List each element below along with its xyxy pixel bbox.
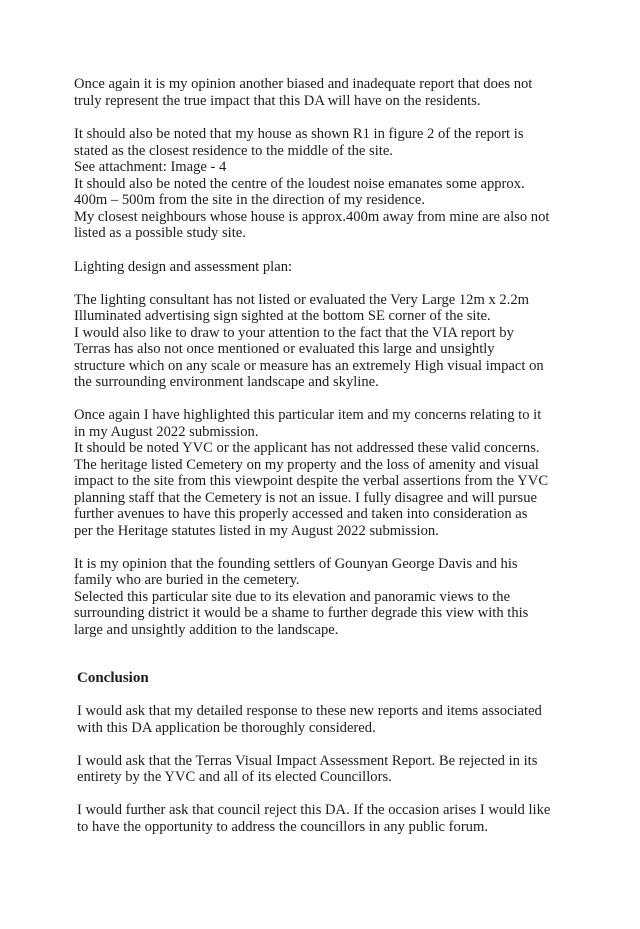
paragraph-line: Illuminated advertising sign sighted at the bottom SE corner of the site. <box>74 308 491 324</box>
section-label: Lighting design and assessment plan: <box>74 259 293 275</box>
paragraph-line: It should also be noted the centre of the loudest noise emanates some approx. <box>74 176 525 192</box>
paragraph-line: Once again I have highlighted this particular item and my concerns relating to it <box>74 407 542 423</box>
paragraph-line: Terras has also not once mentioned or evaluated this large and unsightly <box>74 341 495 357</box>
paragraph-line: It is my opinion that the founding settlers of Gounyan George Davis and his <box>74 556 518 572</box>
paragraph-line: I would also like to draw to your attention to the fact that the VIA report by <box>74 325 514 341</box>
paragraph-line: The heritage listed Cemetery on my property and the loss of amenity and visual <box>74 457 539 473</box>
conclusion-heading: Conclusion <box>77 670 149 686</box>
paragraph-line: entirety by the YVC and all of its elected Councillors. <box>77 769 392 785</box>
paragraph-line: family who are buried in the cemetery. <box>74 572 300 588</box>
paragraph-line: per the Heritage statutes listed in my August 2022 submission. <box>74 523 439 539</box>
paragraph-line: to have the opportunity to address the councillors in any public forum. <box>77 819 488 835</box>
paragraph-line: with this DA application be thoroughly considered. <box>77 720 376 736</box>
paragraph-line: surrounding district it would be a shame to further degrade this view with this <box>74 605 529 621</box>
paragraph-line: stated as the closest residence to the middle of the site. <box>74 143 393 159</box>
paragraph-line: Selected this particular site due to its elevation and panoramic views to the <box>74 589 511 605</box>
paragraph-line: in my August 2022 submission. <box>74 424 259 440</box>
paragraph-line: planning staff that the Cemetery is not an issue. I fully disagree and will pursue <box>74 490 537 506</box>
paragraph-line: further avenues to have this properly accessed and taken into consideration as <box>74 506 528 522</box>
paragraph-line: structure which on any scale or measure has an extremely High visual impact on <box>74 358 544 374</box>
paragraph-line: My closest neighbours whose house is approx.400m away from mine are also not <box>74 209 550 225</box>
paragraph-line: See attachment: Image - 4 <box>74 159 227 175</box>
paragraph-line: I would further ask that council reject this DA. If the occasion arises I would like <box>77 802 551 818</box>
paragraph-line: It should be noted YVC or the applicant has not addressed these valid concerns. <box>74 440 540 456</box>
paragraph-line: Once again it is my opinion another biased and inadequate report that does not <box>74 76 533 92</box>
paragraph-line: listed as a possible study site. <box>74 225 246 241</box>
paragraph-line: large and unsightly addition to the landscape. <box>74 622 339 638</box>
paragraph-line: The lighting consultant has not listed or evaluated the Very Large 12m x 2.2m <box>74 292 530 308</box>
paragraph-line: impact to the site from this viewpoint despite the verbal assertions from the YVC <box>74 473 549 489</box>
paragraph-line: It should also be noted that my house as shown R1 in figure 2 of the report is <box>74 126 524 142</box>
paragraph-line: truly represent the true impact that this DA will have on the residents. <box>74 93 481 109</box>
paragraph-line: 400m – 500m from the site in the direction of my residence. <box>74 192 425 208</box>
paragraph-line: I would ask that my detailed response to these new reports and items associated <box>77 703 542 719</box>
paragraph-line: the surrounding environment landscape and skyline. <box>74 374 379 390</box>
paragraph-line: I would ask that the Terras Visual Impact Assessment Report. Be rejected in its <box>77 753 538 769</box>
